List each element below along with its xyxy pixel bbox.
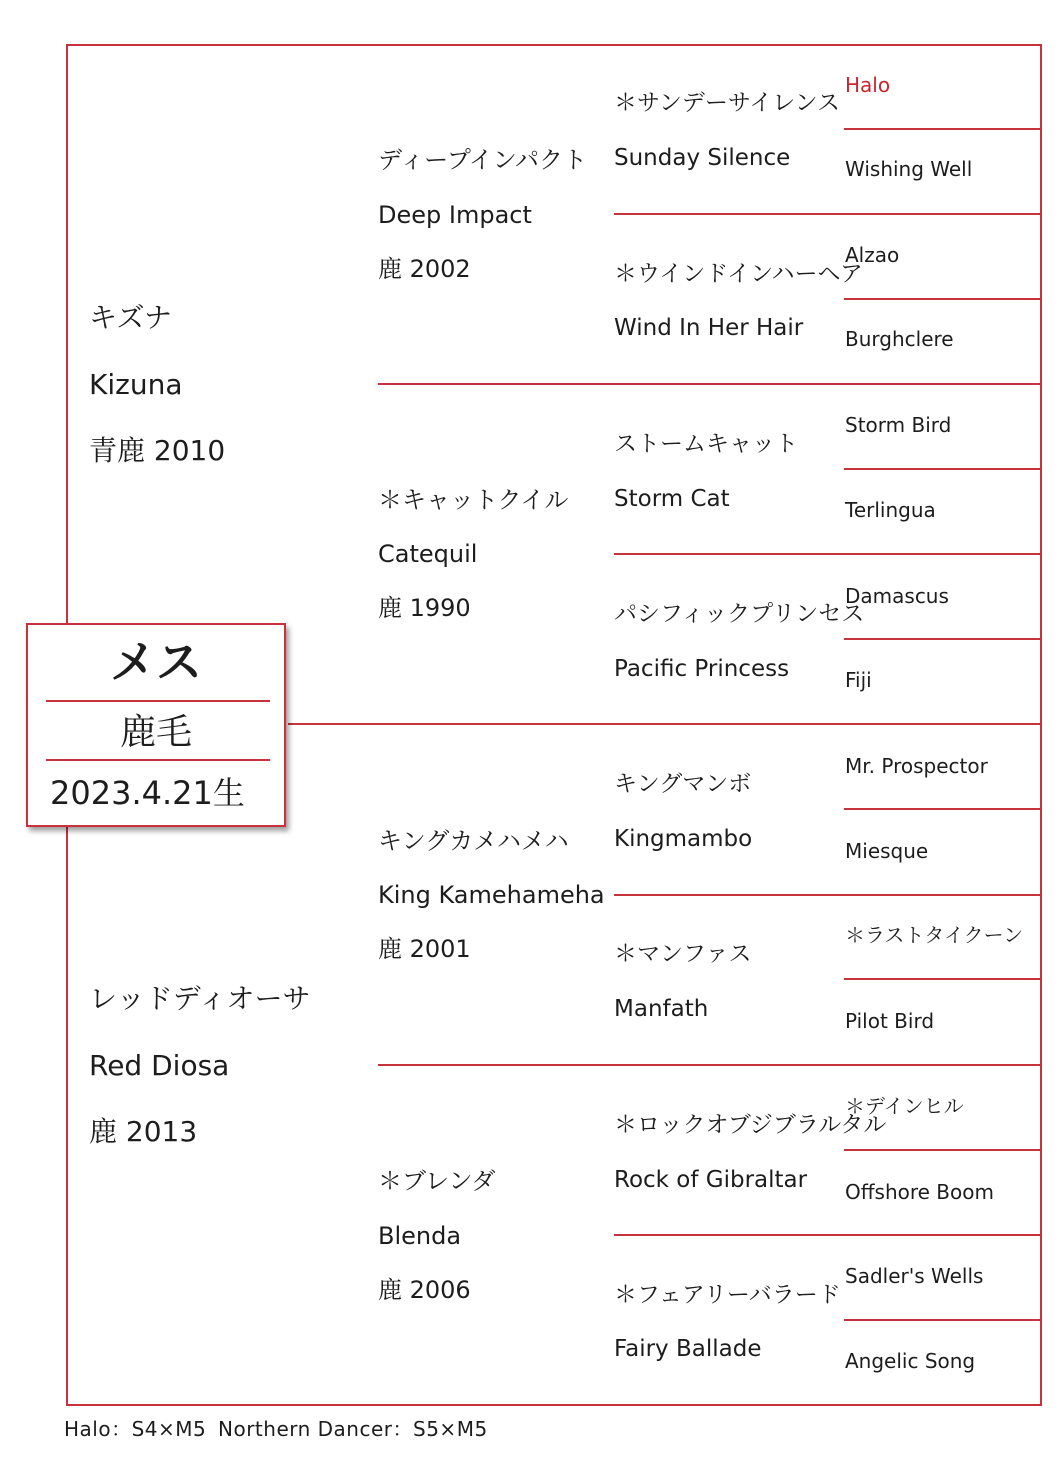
gen3-name-en: Fairy Ballade [614,1336,762,1362]
gen3-name-jp: ＊サンデーサイレンス [614,90,840,116]
divider-gen3 [614,553,1042,555]
divider-gen4 [844,128,1042,130]
inbreeding-separator: ： [392,1417,414,1441]
gen2-name-jp: キングカメハメハ [378,827,569,855]
divider-gen3 [614,894,1042,896]
gen4-name: Mr. Prospector [845,754,988,778]
inbreeding-note [64,1419,206,1439]
gen4-name: ＊デインヒル [845,1094,964,1118]
gen3-name-en: Kingmambo [614,826,753,852]
gen2-name-en: Deep Impact [378,201,532,229]
gen4-name: Offshore Boom [845,1180,994,1204]
inbreeding-horse: Halo [64,1417,112,1441]
gen4-name: Burghclere [845,327,954,351]
inbreeding-separator: ： [111,1417,132,1441]
gen3-name-jp: ＊ロックオブジブラルタル [614,1112,887,1138]
gen4-name: Alzao [845,243,900,267]
gen2-name-en: Catequil [378,540,478,568]
divider-gen2 [378,1064,1042,1066]
gen2-info: 鹿 1990 [378,594,471,622]
subject-divider [46,700,270,702]
gen3-name-jp: ＊ウインドインハーヘア [614,261,863,287]
gen4-name: Miesque [845,839,929,863]
inbreeding-horse: Northern Dancer [218,1417,393,1441]
divider-gen4 [844,978,1042,980]
gen3-name-jp: ストームキャット [614,431,798,457]
divider-sire-dam [288,723,1042,725]
gen2-info: 鹿 2002 [378,255,471,283]
divider-gen4 [844,1319,1042,1321]
gen3-name-jp: パシフィックプリンセス [614,601,865,627]
gen4-name: Angelic Song [845,1349,976,1373]
gen4-name: Wishing Well [845,157,973,181]
subject-birth-date: 2023.4.21生 [50,774,245,812]
subject-coat-color: 鹿毛 [119,712,192,753]
divider-gen4 [844,468,1042,470]
gen2-name-jp: ＊キャットクイル [378,486,569,514]
subject-divider [46,759,270,761]
inbreeding-note [218,1419,488,1439]
gen2-info: 鹿 2006 [378,1276,471,1304]
divider-gen3 [614,213,1042,215]
gen4-name: Fiji [845,668,872,692]
gen3-name-en: Storm Cat [614,486,730,512]
gen2-name-jp: ＊ブレンダ [378,1167,496,1195]
divider-gen3 [614,1234,1042,1236]
gen2-name-jp: ディープインパクト [378,146,588,174]
sire-name-en: Kizuna [89,368,183,401]
divider-gen4 [844,638,1042,640]
gen4-name: Damascus [845,584,949,608]
gen3-name-en: Rock of Gibraltar [614,1167,808,1193]
gen4-name: ＊ラストタイクーン [845,923,1024,947]
gen3-name-en: Pacific Princess [614,656,790,682]
gen3-name-en: Manfath [614,996,709,1022]
gen4-name: Terlingua [845,498,936,522]
dam-name-en: Red Diosa [89,1049,230,1082]
gen4-name: Sadler's Wells [845,1264,984,1288]
subject-card [26,623,286,827]
subject-sex: メス [110,635,202,689]
inbreeding-cross: S4×M5 [131,1417,207,1441]
gen4-name: Pilot Bird [845,1009,935,1033]
gen3-name-jp: ＊マンファス [614,941,752,967]
inbreeding-cross: S5×M5 [413,1417,488,1441]
gen4-name: Storm Bird [845,413,952,437]
gen2-name-en: Blenda [378,1222,462,1250]
gen3-name-jp: ＊フェアリーバラード [614,1282,841,1308]
gen2-name-en: King Kamehameha [378,881,605,909]
divider-gen4 [844,298,1042,300]
sire-info: 青鹿 2010 [89,434,226,467]
gen3-name-en: Wind In Her Hair [614,315,804,341]
gen3-name-jp: キングマンボ [614,771,752,797]
gen3-name-en: Sunday Silence [614,145,791,171]
dam-info: 鹿 2013 [89,1115,198,1148]
divider-gen2 [378,383,1042,385]
gen2-info: 鹿 2001 [378,935,471,963]
gen4-name-highlighted: Halo [845,73,891,97]
divider-gen4 [844,1149,1042,1151]
sire-name-jp: キズナ [89,301,172,334]
dam-name-jp: レッドディオーサ [89,982,311,1015]
divider-gen4 [844,808,1042,810]
